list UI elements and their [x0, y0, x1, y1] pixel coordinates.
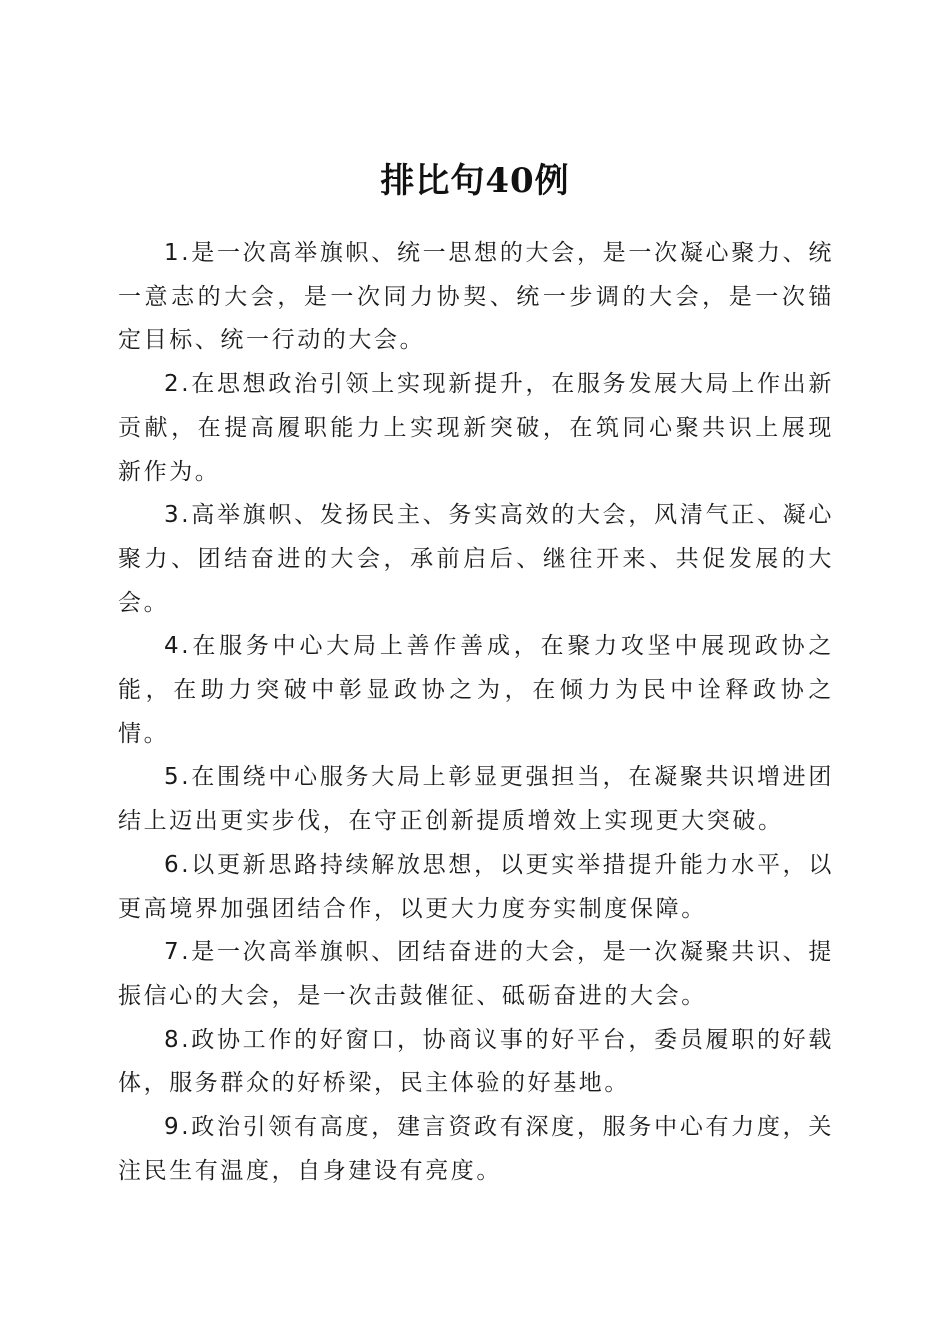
paragraph-1: 1.是一次高举旗帜、统一思想的大会，是一次凝心聚力、统一意志的大会，是一次同力协契、统一步调的大会，是一次锚定目标、统一行动的大会。: [118, 240, 834, 354]
paragraph-8: 8.政协工作的好窗口，协商议事的好平台，委员履职的好载体，服务群众的好桥梁，民主体验的好基地。: [118, 1026, 834, 1097]
paragraph-6: 6.以更新思路持续解放思想，以更实举措提升能力水平，以更高境界加强团结合作，以更大力度夯实制度保障。: [118, 851, 834, 922]
paragraph-5: 5.在围绕中心服务大局上彰显更强担当，在凝聚共识增进团结上迈出更实步伐，在守正创新提质增效上实现更大突破。: [118, 764, 834, 835]
paragraph-2: 2.在思想政治引领上实现新提升，在服务发展大局上作出新贡献，在提高履职能力上实现新突破，在筑同心聚共识上展现新作为。: [118, 371, 834, 485]
paragraph-3: 3.高举旗帜、发扬民主、务实高效的大会，风清气正、凝心聚力、团结奋进的大会，承前启后、继往开来、共促发展的大会。: [118, 502, 834, 616]
paragraph-7: 7.是一次高举旗帜、团结奋进的大会，是一次凝聚共识、提振信心的大会，是一次击鼓催征、砥砺奋进的大会。: [118, 939, 834, 1009]
document-title: 排比句40例: [380, 160, 570, 201]
paragraph-9: 9.政治引领有高度，建言资政有深度，服务中心有力度，关注民生有温度，自身建设有亮度。: [118, 1114, 834, 1184]
paragraph-4: 4.在服务中心大局上善作善成，在聚力攻坚中展现政协之能，在助力突破中彰显政协之为，在倾力为民中诠释政协之情。: [118, 633, 834, 747]
document-body: [118, 232, 834, 1193]
